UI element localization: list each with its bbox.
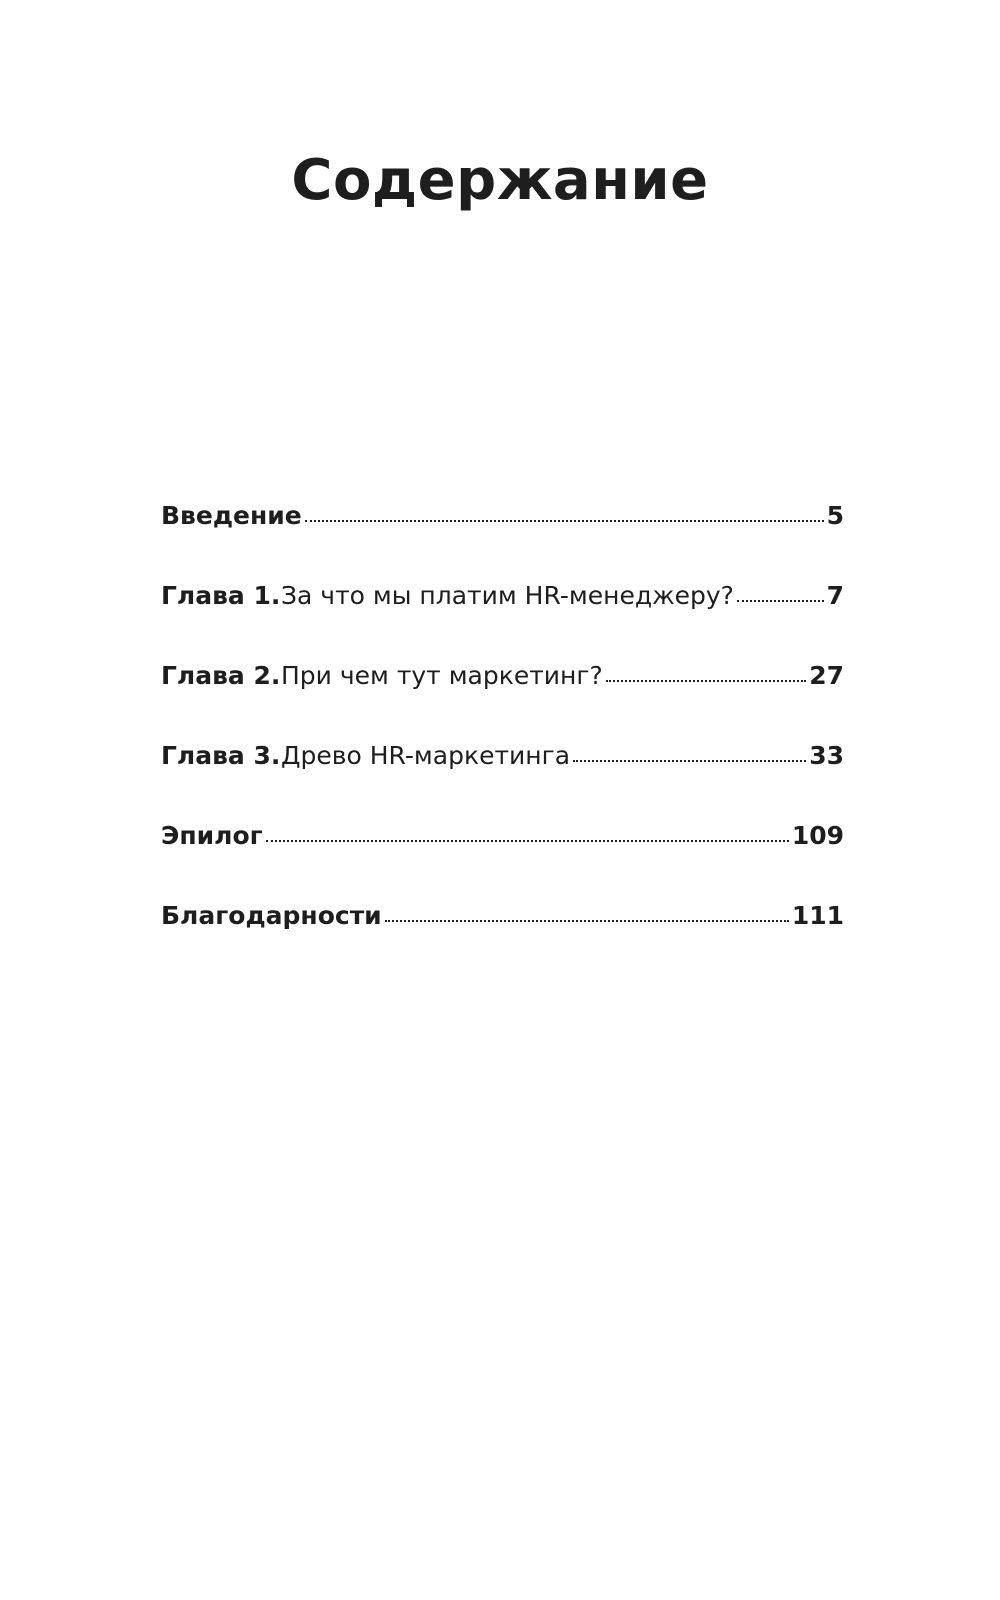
dot-leader — [385, 916, 789, 922]
dot-leader — [737, 596, 824, 602]
toc-entry-introduction[interactable] — [161, 500, 844, 580]
table-of-contents — [161, 500, 844, 980]
toc-entry-page-number: 5 — [826, 501, 844, 530]
page-title: Содержание — [291, 148, 709, 213]
toc-entry-page-number: 111 — [791, 901, 844, 930]
dot-leader — [573, 756, 806, 762]
toc-entry-page-number: 109 — [791, 821, 844, 850]
toc-entry-page-number: 27 — [809, 661, 844, 690]
toc-entry-page-number: 33 — [809, 741, 844, 770]
toc-entry-label: Эпилог — [161, 821, 263, 850]
toc-entry-chapter-2[interactable] — [161, 660, 844, 740]
toc-entry-chapter-3[interactable] — [161, 740, 844, 820]
dot-leader — [305, 516, 824, 522]
dot-leader — [606, 676, 806, 682]
toc-entry-title: Древо HR-маркетинга — [281, 741, 571, 770]
toc-entry-label: Введение — [161, 501, 302, 530]
dot-leader — [266, 836, 789, 842]
toc-entry-label: Благодарности — [161, 901, 382, 930]
toc-entry-label: Глава 3. — [161, 741, 281, 770]
toc-entry-label: Глава 2. — [161, 661, 281, 690]
toc-entry-title: За что мы платим HR-менеджеру? — [281, 581, 734, 610]
toc-entry-page-number: 7 — [826, 581, 844, 610]
toc-entry-chapter-1[interactable] — [161, 580, 844, 660]
toc-entry-title: При чем тут маркетинг? — [281, 661, 603, 690]
toc-entry-label: Глава 1. — [161, 581, 281, 610]
toc-entry-acknowledgements[interactable] — [161, 900, 844, 980]
toc-entry-epilogue[interactable] — [161, 820, 844, 900]
